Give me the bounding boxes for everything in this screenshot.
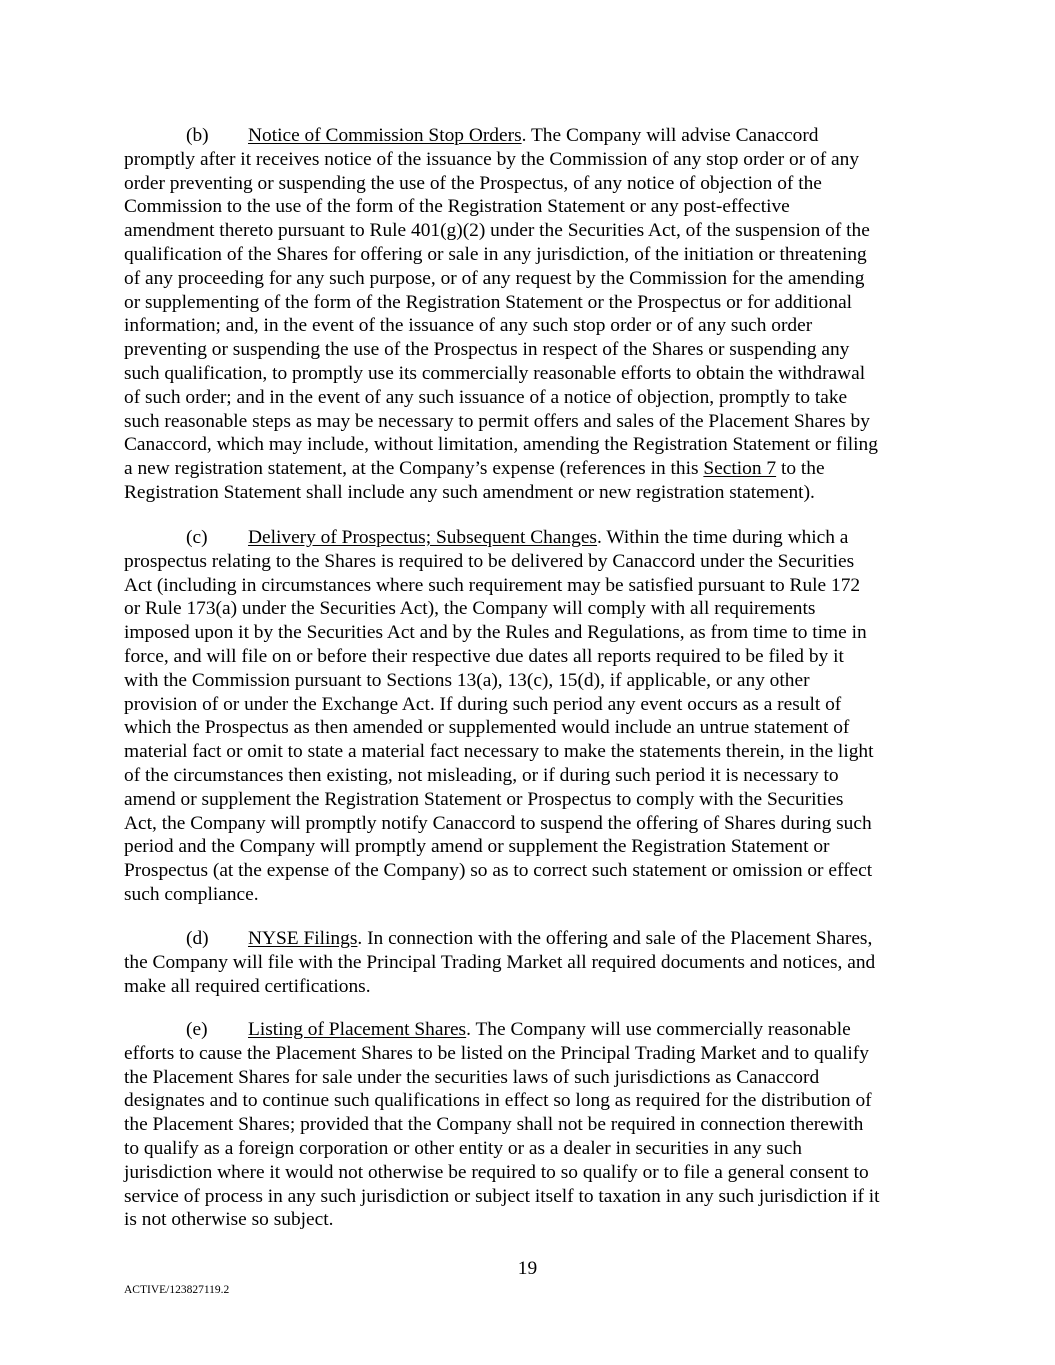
paragraph-line: Prospectus (at the expense of the Company) so as to correct such statement or omission or effect: [124, 860, 873, 882]
paragraph-text: a new registration statement, at the Company’s expense (references in this: [124, 458, 704, 480]
paragraph-lead-line: [124, 927, 954, 951]
paragraph-line: force, and will file on or before their respective due dates all reports required to be filed by it: [124, 645, 844, 667]
paragraph-line: or supplementing of the form of the Registration Statement or the Prospectus or for additional: [124, 291, 853, 313]
paragraph-lead-line: [124, 1018, 954, 1042]
paragraph-line: Act (including in circumstances where such requirement may be satisfied pursuant to Rule 172: [124, 574, 861, 596]
paragraph-e: [124, 1018, 954, 1232]
paragraph-line: the Placement Shares for sale under the securities laws of such jurisdictions as Canaccord: [124, 1066, 820, 1088]
paragraph-line: Registration Statement shall include any such amendment or new registration statement).: [124, 481, 815, 503]
paragraph-line: such qualification, to promptly use its commercially reasonable efforts to obtain the withdrawal: [124, 362, 866, 384]
paragraph-line: Commission to the use of the form of the Registration Statement or any post-effective: [124, 196, 790, 218]
paragraph-line: or Rule 173(a) under the Securities Act), the Company will comply with all requirements: [124, 598, 816, 620]
paragraph-line: imposed upon it by the Securities Act and by the Rules and Regulations, as from time to time in: [124, 622, 867, 644]
paragraph-line: to qualify as a foreign corporation or other entity or as a dealer in securities in any such: [124, 1137, 802, 1159]
paragraph-heading: Delivery of Prospectus; Subsequent Changes: [248, 527, 597, 548]
paragraph-line: designates and to continue such qualifications in effect so long as required for the distribution of: [124, 1090, 872, 1112]
paragraph-line: information; and, in the event of the issuance of any such stop order or of any such order: [124, 315, 813, 337]
paragraph-text: . The Company will advise Canaccord: [521, 125, 819, 146]
paragraph-line: order preventing or suspending the use of the Prospectus, of any notice of objection of the: [124, 172, 822, 194]
paragraph-b: [124, 124, 954, 505]
paragraph-heading: Notice of Commission Stop Orders: [248, 125, 522, 146]
paragraph-text: . The Company will use commercially reasonable: [466, 1019, 851, 1040]
paragraph-text: . Within the time during which a: [596, 527, 849, 548]
paragraph-line: make all required certifications.: [124, 975, 371, 997]
paragraph-line: which the Prospectus as then amended or supplemented would include an untrue statement of: [124, 717, 850, 739]
paragraph-marker: (c): [186, 527, 208, 548]
paragraph-line: is not otherwise so subject.: [124, 1209, 334, 1231]
paragraph-line: preventing or suspending the use of the Prospectus in respect of the Shares or suspending any: [124, 339, 850, 361]
paragraph-lead-line: [124, 124, 954, 148]
paragraph-d: [124, 927, 954, 998]
paragraph-heading: Listing of Placement Shares: [248, 1019, 467, 1040]
paragraph-line: amend or supplement the Registration Statement or Prospectus to comply with the Securities: [124, 788, 844, 810]
paragraph-line: [124, 457, 954, 481]
paragraph-line: jurisdiction where it would not otherwise be required to so qualify or to file a general consent to: [124, 1161, 869, 1183]
paragraph-line: the Company will file with the Principal Trading Market all required documents and notices, and: [124, 951, 876, 973]
paragraph-marker: (b): [186, 125, 209, 146]
paragraph-line: period and the Company will promptly amend or supplement the Registration Statement or: [124, 836, 830, 858]
paragraph-line: of any proceeding for any such purpose, or of any request by the Commission for the amending: [124, 267, 865, 289]
paragraph-marker: (e): [186, 1019, 208, 1040]
paragraph-line: of the circumstances then existing, not misleading, or if during such period it is necessary to: [124, 764, 839, 786]
paragraph-line: qualification of the Shares for offering or sale in any jurisdiction, of the initiation or threatening: [124, 243, 867, 265]
paragraph-c: [124, 526, 954, 907]
paragraph-line: Act, the Company will promptly notify Canaccord to suspend the offering of Shares during such: [124, 812, 872, 834]
paragraph-line: prospectus relating to the Shares is required to be delivered by Canaccord under the Securities: [124, 550, 855, 572]
paragraph-line: promptly after it receives notice of the issuance by the Commission of any stop order or of any: [124, 148, 860, 170]
page-number: 19: [517, 1258, 538, 1279]
paragraph-line: Canaccord, which may include, without limitation, amending the Registration Statement or filing: [124, 434, 878, 456]
paragraph-text: . In connection with the offering and sale of the Placement Shares,: [357, 928, 873, 949]
paragraph-heading: NYSE Filings: [248, 928, 358, 949]
paragraph-line: service of process in any such jurisdiction or subject itself to taxation in any such jurisdiction if it: [124, 1185, 880, 1207]
paragraph-line: efforts to cause the Placement Shares to be listed on the Principal Trading Market and to qualify: [124, 1042, 869, 1064]
paragraph-line: such reasonable steps as may be necessary to permit offers and sales of the Placement Shares by: [124, 410, 870, 432]
paragraph-line: the Placement Shares; provided that the Company shall not be required in connection therewith: [124, 1114, 864, 1136]
paragraph-line: material fact or omit to state a material fact necessary to make the statements therein, in the light: [124, 741, 874, 763]
paragraph-line: such compliance.: [124, 883, 259, 905]
paragraph-line: provision of or under the Exchange Act. If during such period any event occurs as a result of: [124, 693, 842, 715]
paragraph-line: amendment thereto pursuant to Rule 401(g)(2) under the Securities Act, of the suspension of the: [124, 220, 870, 242]
paragraph-line: of such order; and in the event of any such issuance of a notice of objection, promptly to take: [124, 386, 848, 408]
paragraph-lead-line: [124, 526, 954, 550]
document-id: ACTIVE/123827119.2: [124, 1284, 230, 1296]
paragraph-text: to the: [776, 458, 825, 480]
paragraph-marker: (d): [186, 928, 209, 949]
paragraph-line: with the Commission pursuant to Sections 13(a), 13(c), 15(d), if applicable, or any other: [124, 669, 810, 691]
section-reference: Section 7: [703, 458, 777, 480]
